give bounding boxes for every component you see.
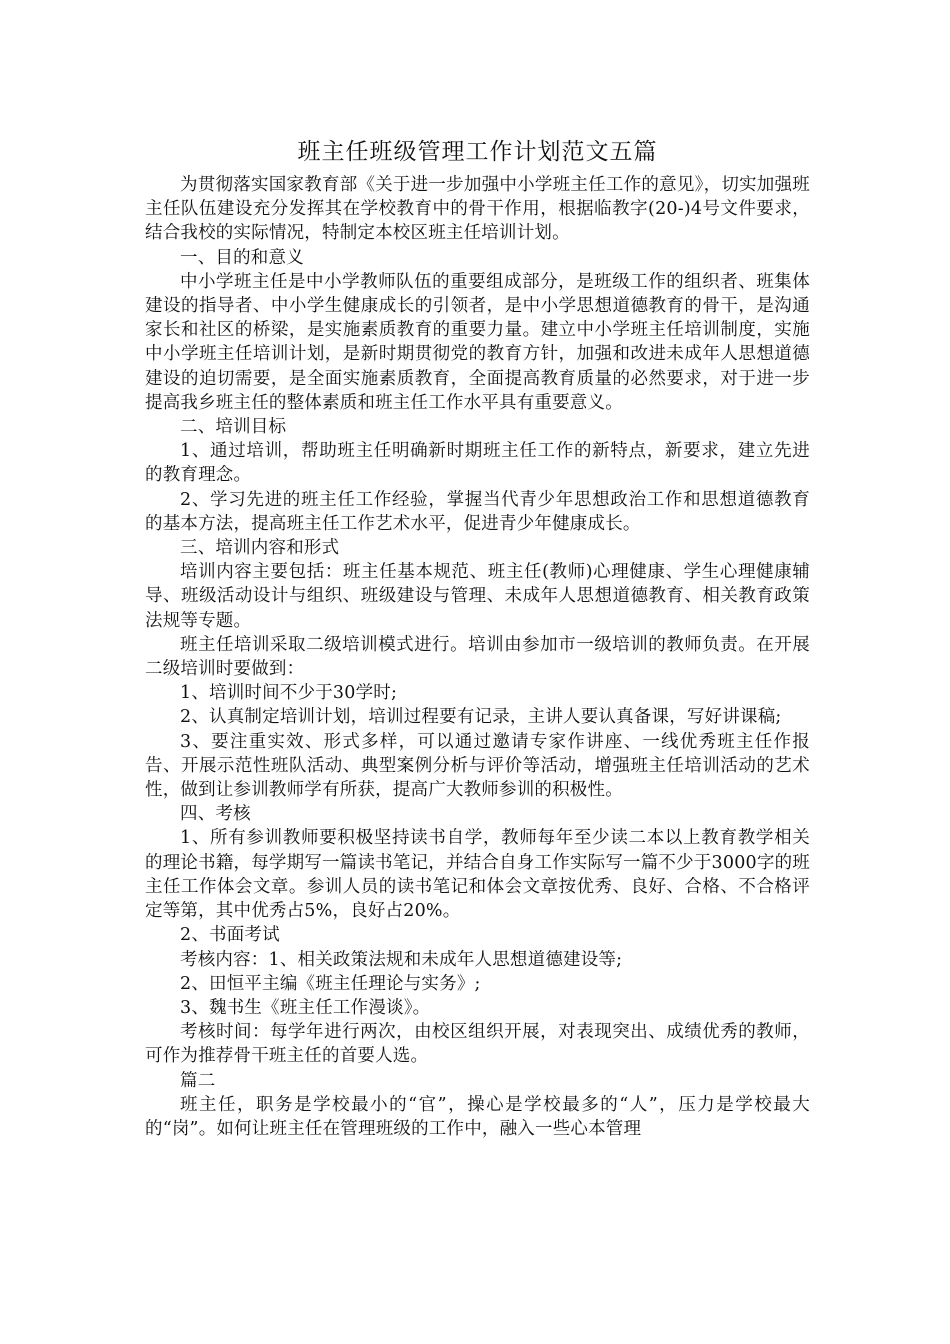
section-heading-goals: 二、培训目标 [180, 417, 287, 438]
paragraph-exam-content: 考核内容：1、相关政策法规和未成年人思想道德建设等; [180, 949, 623, 970]
paragraph-mode-1: 1、培训时间不少于30学时; [180, 683, 398, 704]
paragraph-intro: 为贯彻落实国家教育部《关于进一步加强中小学班主任工作的意见》，切实加强班主任队伍建设充分发挥其在学校教育中的骨干作用，根据临教字(20-)4号文件要求，结合我校的实际情况，特制定本校区班主任培训计划。 [145, 175, 810, 244]
paragraph-exam-book-1: 2、田恒平主编《班主任理论与实务》; [180, 973, 481, 994]
document-page [145, 132, 810, 1141]
document-title: 班主任班级管理工作计划范文五篇 [297, 139, 658, 165]
paragraph-goal-1: 1、通过培训，帮助班主任明确新时期班主任工作的新特点，新要求，建立先进的教育理念。 [145, 441, 810, 486]
paragraph-mode-2: 2、认真制定培训计划，培训过程要有记录，主讲人要认真备课，写好讲课稿; [180, 707, 782, 728]
paragraph-exam-time: 考核时间：每学年进行两次，由校区组织开展，对表现突出、成绩优秀的教师，可作为推荐骨干班主任的首要人选。 [145, 1022, 810, 1067]
paragraph-goal-2: 2、学习先进的班主任工作经验，掌握当代青少年思想政治工作和思想道德教育的基本方法，提高班主任工作艺术水平，促进青少年健康成长。 [145, 489, 810, 534]
paragraph-exam-book-2: 3、魏书生《班主任工作漫谈》。 [180, 997, 431, 1018]
paragraph-content: 培训内容主要包括：班主任基本规范、班主任(教师)心理健康、学生心理健康辅导、班级活动设计与组织、班级建设与管理、未成年人思想道德教育、相关教育政策法规等专题。 [145, 562, 810, 631]
section-heading-content: 三、培训内容和形式 [180, 538, 340, 559]
section-heading-part-two: 篇二 [180, 1070, 216, 1091]
section-heading-assessment: 四、考核 [180, 804, 251, 825]
paragraph-assessment-2: 2、书面考试 [180, 925, 280, 946]
paragraph-part-two: 班主任，职务是学校最小的“官”，操心是学校最多的“人”，压力是学校最大的“岗”。如何让班主任在管理班级的工作中，融入一些心本管理 [145, 1094, 810, 1139]
paragraph-mode-3: 3、要注重实效、形式多样，可以通过邀请专家作讲座、一线优秀班主任作报告、开展示范性班队活动、典型案例分析与评价等活动，增强班主任培训活动的艺术性，做到让参训教师学有所获，提高广大教师参训的积极性。 [145, 731, 810, 801]
paragraph-assessment-1: 1、所有参训教师要积极坚持读书自学，教师每年至少读二本以上教育教学相关的理论书籍，每学期写一篇读书笔记，并结合自身工作实际写一篇不少于3000字的班主任工作体会文章。参训人员的读书笔记和体会文章按优秀、良好、合格、不合格评定等第，其中优秀占5%，良好占20%。 [145, 828, 810, 922]
paragraph-mode: 班主任培训采取二级培训模式进行。培训由参加市一级培训的教师负责。在开展二级培训时要做到： [145, 634, 810, 680]
paragraph-purpose: 中小学班主任是中小学教师队伍的重要组成部分，是班级工作的组织者、班集体建设的指导者、中小学生健康成长的引领者，是中小学思想道德教育的骨干，是沟通家长和社区的桥梁，是实施素质教育的重要力量。建立中小学班主任培训制度，实施中小学班主任培训计划，是新时期贯彻党的教育方针，加强和改进未成年人思想道德建设的迫切需要，是全面实施素质教育，全面提高教育质量的必然要求，对于进一步提高我乡班主任的整体素质和班主任工作水平具有重要意义。 [145, 271, 810, 413]
section-heading-purpose: 一、目的和意义 [180, 247, 304, 268]
